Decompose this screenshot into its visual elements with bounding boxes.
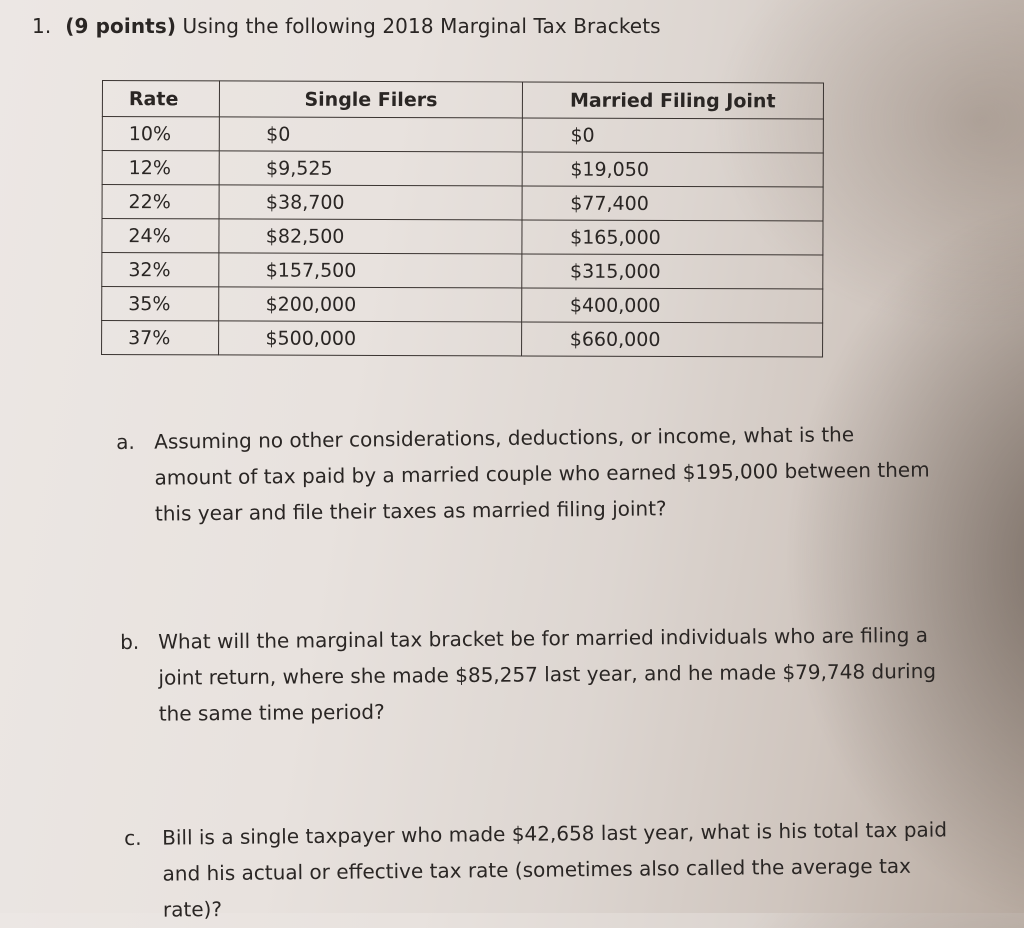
header-rate: Rate	[102, 81, 219, 117]
table-row	[102, 253, 823, 290]
sub-question-text: Assuming no other considerations, deductions, or income, what is the amount of tax paid by a married couple who earned $195,000 between them this year and file their taxes as married filing joint?	[154, 422, 930, 526]
table-header-row	[102, 81, 823, 120]
single-threshold-cell: $38,700	[219, 185, 521, 220]
single-threshold-cell: $157,500	[219, 253, 521, 288]
married-threshold-cell: $19,050	[522, 152, 823, 187]
sub-question-letter: b.	[120, 629, 140, 654]
sub-question-text: Bill is a single taxpayer who made $42,658 last year, what is his total tax paid and his actual or effective tax rate (sometimes also called the average tax rate)?	[162, 817, 948, 922]
table-row	[102, 185, 823, 222]
question-number: 1.	[32, 14, 52, 38]
question-points: (9 points)	[65, 14, 177, 38]
rate-cell: 22%	[102, 185, 219, 219]
single-threshold-cell: $82,500	[219, 219, 521, 254]
table-row	[102, 151, 823, 188]
married-threshold-cell: $660,000	[521, 322, 822, 357]
married-threshold-cell: $315,000	[521, 254, 822, 289]
rate-cell: 32%	[102, 253, 219, 287]
sub-question-b	[120, 617, 937, 732]
single-threshold-cell: $500,000	[219, 321, 521, 356]
table-row	[102, 321, 823, 358]
question-header	[32, 14, 661, 38]
rate-cell: 24%	[102, 219, 219, 253]
rate-cell: 37%	[102, 321, 219, 355]
sub-question-text: What will the marginal tax bracket be for married individuals who are filing a joint return, where she made $85,257 last year, and he made $79,748 during the same time period?	[158, 622, 937, 726]
sub-question-c	[124, 812, 948, 928]
married-threshold-cell: $165,000	[522, 220, 823, 255]
rate-cell: 12%	[102, 151, 219, 185]
married-threshold-cell: $0	[522, 118, 823, 153]
header-married-filing-joint: Married Filing Joint	[522, 82, 823, 119]
header-single-filers: Single Filers	[220, 81, 522, 118]
single-threshold-cell: $200,000	[219, 287, 521, 322]
sub-question-letter: c.	[124, 825, 142, 850]
table-row	[102, 117, 823, 154]
table-row	[102, 287, 823, 324]
single-threshold-cell: $0	[220, 117, 522, 152]
sub-question-letter: a.	[116, 429, 135, 454]
married-threshold-cell: $400,000	[521, 288, 822, 323]
single-threshold-cell: $9,525	[220, 151, 522, 186]
table-row	[102, 219, 823, 256]
rate-cell: 10%	[102, 117, 219, 151]
tax-brackets-table	[101, 80, 824, 358]
married-threshold-cell: $77,400	[522, 186, 823, 221]
rate-cell: 35%	[102, 287, 219, 321]
question-title: Using the following 2018 Marginal Tax Brackets	[182, 14, 661, 38]
sub-question-a	[116, 416, 930, 532]
